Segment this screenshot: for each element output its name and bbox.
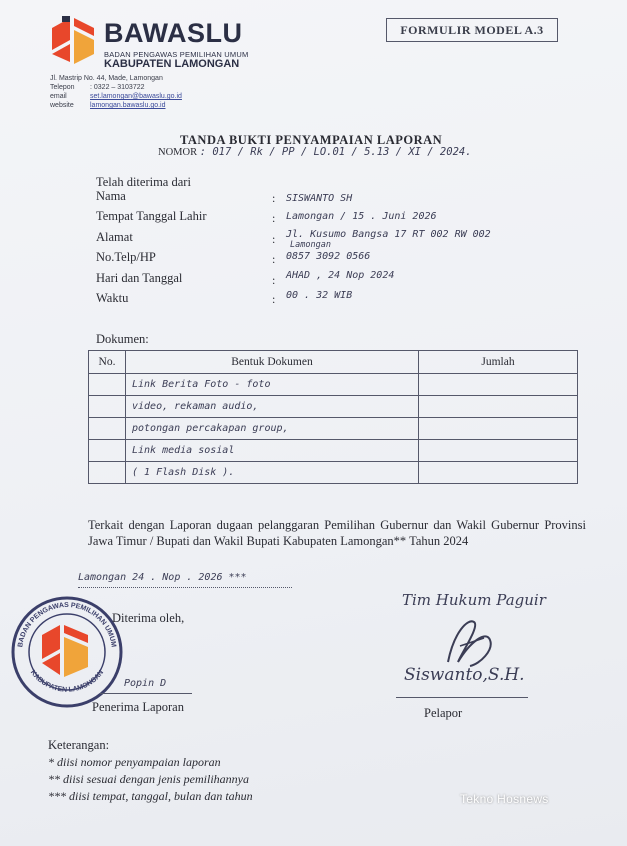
ttl-colon: :	[272, 211, 276, 225]
row-bentuk: Link media sosial	[126, 440, 419, 462]
nomor-line: NOMOR : 017 / Rk / PP / LO.01 / 5.13 / XI / 2024.	[158, 146, 472, 158]
penerima-name: Popin D	[124, 678, 167, 689]
header-no: No.	[89, 351, 126, 374]
place-date: Lamongan 24 . Nop . 2026 ***	[78, 572, 247, 583]
row-jumlah	[419, 462, 578, 484]
header-bentuk-dokumen: Bentuk Dokumen	[126, 351, 419, 374]
alamat-value-2: Lamongan	[290, 240, 331, 250]
hari-label: Hari dan Tanggal	[96, 271, 183, 285]
tim-hukum-note: Tim Hukum Paguir	[402, 591, 546, 609]
nama-label: Nama	[96, 189, 126, 203]
brand-name: BAWASLU	[104, 18, 243, 48]
keterangan-label: Keterangan:	[48, 738, 110, 752]
keterangan-item: *** diisi tempat, tanggal, bulan dan tahun	[48, 789, 253, 803]
row-bentuk: potongan percakapan group,	[126, 418, 419, 440]
alamat-colon: :	[272, 232, 276, 246]
closing-paragraph: Terkait dengan Laporan dugaan pelanggaran Pemilihan Gubernur dan Wakil Gubernur Provinsi Jawa Timur / Bupati dan Wakil Bupati Kabupaten Lamongan** Tahun 2024	[88, 518, 586, 548]
telp-label: No.Telp/HP	[96, 250, 156, 264]
dokumen-table	[88, 350, 578, 484]
address-line: Jl. Mastrip No. 44, Made, Lamongan	[50, 75, 163, 82]
brand-subtitle: BADAN PENGAWAS PEMILIHAN UMUM	[104, 50, 249, 59]
row-jumlah	[419, 396, 578, 418]
ttl-value: Lamongan / 15 . Juni 2026	[286, 211, 437, 222]
row-no	[89, 374, 126, 396]
table-row	[89, 440, 578, 462]
nama-value: SISWANTO SH	[286, 193, 353, 204]
bawaslu-logo-icon	[48, 14, 98, 66]
pelapor-signature-icon	[440, 612, 500, 672]
waktu-colon: :	[272, 292, 276, 306]
table-row	[89, 462, 578, 484]
row-bentuk: video, rekaman audio,	[126, 396, 419, 418]
diterima-oleh: Diterima oleh,	[112, 611, 185, 625]
keterangan-item: * diisi nomor penyampaian laporan	[48, 755, 221, 769]
website-line: website lamongan.bawaslu.go.id	[50, 102, 166, 109]
row-jumlah	[419, 440, 578, 462]
received-from-label: Telah diterima dari	[96, 175, 191, 189]
dokumen-label: Dokumen:	[96, 332, 149, 346]
telp-colon: :	[272, 252, 276, 266]
row-bentuk: ( 1 Flash Disk ).	[126, 462, 419, 484]
keterangan-item: ** diisi sesuai dengan jenis pemilihannya	[48, 772, 249, 786]
table-row	[89, 374, 578, 396]
stamp-bottom-text: KABUPATEN LAMONGAN	[28, 669, 106, 694]
watermark: Tekno Hosnews	[460, 792, 549, 806]
brand-region: KABUPATEN LAMONGAN	[104, 58, 240, 70]
place-date-dots	[78, 577, 292, 588]
penerima-signature-line	[100, 693, 192, 694]
waktu-value: 00 . 32 WIB	[286, 290, 353, 301]
table-row	[89, 396, 578, 418]
alamat-value: Jl. Kusumo Bangsa 17 RT 002 RW 002	[286, 229, 491, 240]
row-jumlah	[419, 418, 578, 440]
ttl-label: Tempat Tanggal Lahir	[96, 209, 207, 223]
form-model-box: FORMULIR MODEL A.3	[386, 18, 558, 42]
nomor-value: : 017 / Rk / PP / LO.01 / 5.13 / XI / 2024.	[199, 146, 472, 158]
table-row	[89, 418, 578, 440]
email-link[interactable]: set.lamongan@bawaslu.go.id	[90, 93, 182, 100]
website-link[interactable]: lamongan.bawaslu.go.id	[90, 102, 166, 109]
email-line: email set.lamongan@bawaslu.go.id	[50, 93, 182, 100]
hari-value: AHAD , 24 Nop 2024	[286, 270, 395, 281]
stamp-top-text: BADAN PENGAWAS PEMILIHAN UMUM	[17, 601, 117, 648]
pelapor-label: Pelapor	[424, 706, 463, 720]
telp-value: 0857 3092 0566	[286, 251, 371, 262]
row-no	[89, 462, 126, 484]
penerima-label: Penerima Laporan	[92, 700, 184, 714]
row-no	[89, 396, 126, 418]
table-header-row	[89, 351, 578, 374]
hari-colon: :	[272, 273, 276, 287]
waktu-label: Waktu	[96, 291, 129, 305]
pelapor-signature-line	[396, 697, 528, 698]
phone-line: Telepon : 0322 – 3103722	[50, 84, 145, 91]
pelapor-signature-name: Siswanto,S.H.	[404, 665, 525, 685]
row-bentuk: Link Berita Foto - foto	[126, 374, 419, 396]
document-title: TANDA BUKTI PENYAMPAIAN LAPORAN	[180, 133, 443, 147]
header-jumlah: Jumlah	[419, 351, 578, 374]
nama-colon: :	[272, 191, 276, 205]
row-jumlah	[419, 374, 578, 396]
alamat-label: Alamat	[96, 230, 133, 244]
row-no	[89, 440, 126, 462]
row-no	[89, 418, 126, 440]
